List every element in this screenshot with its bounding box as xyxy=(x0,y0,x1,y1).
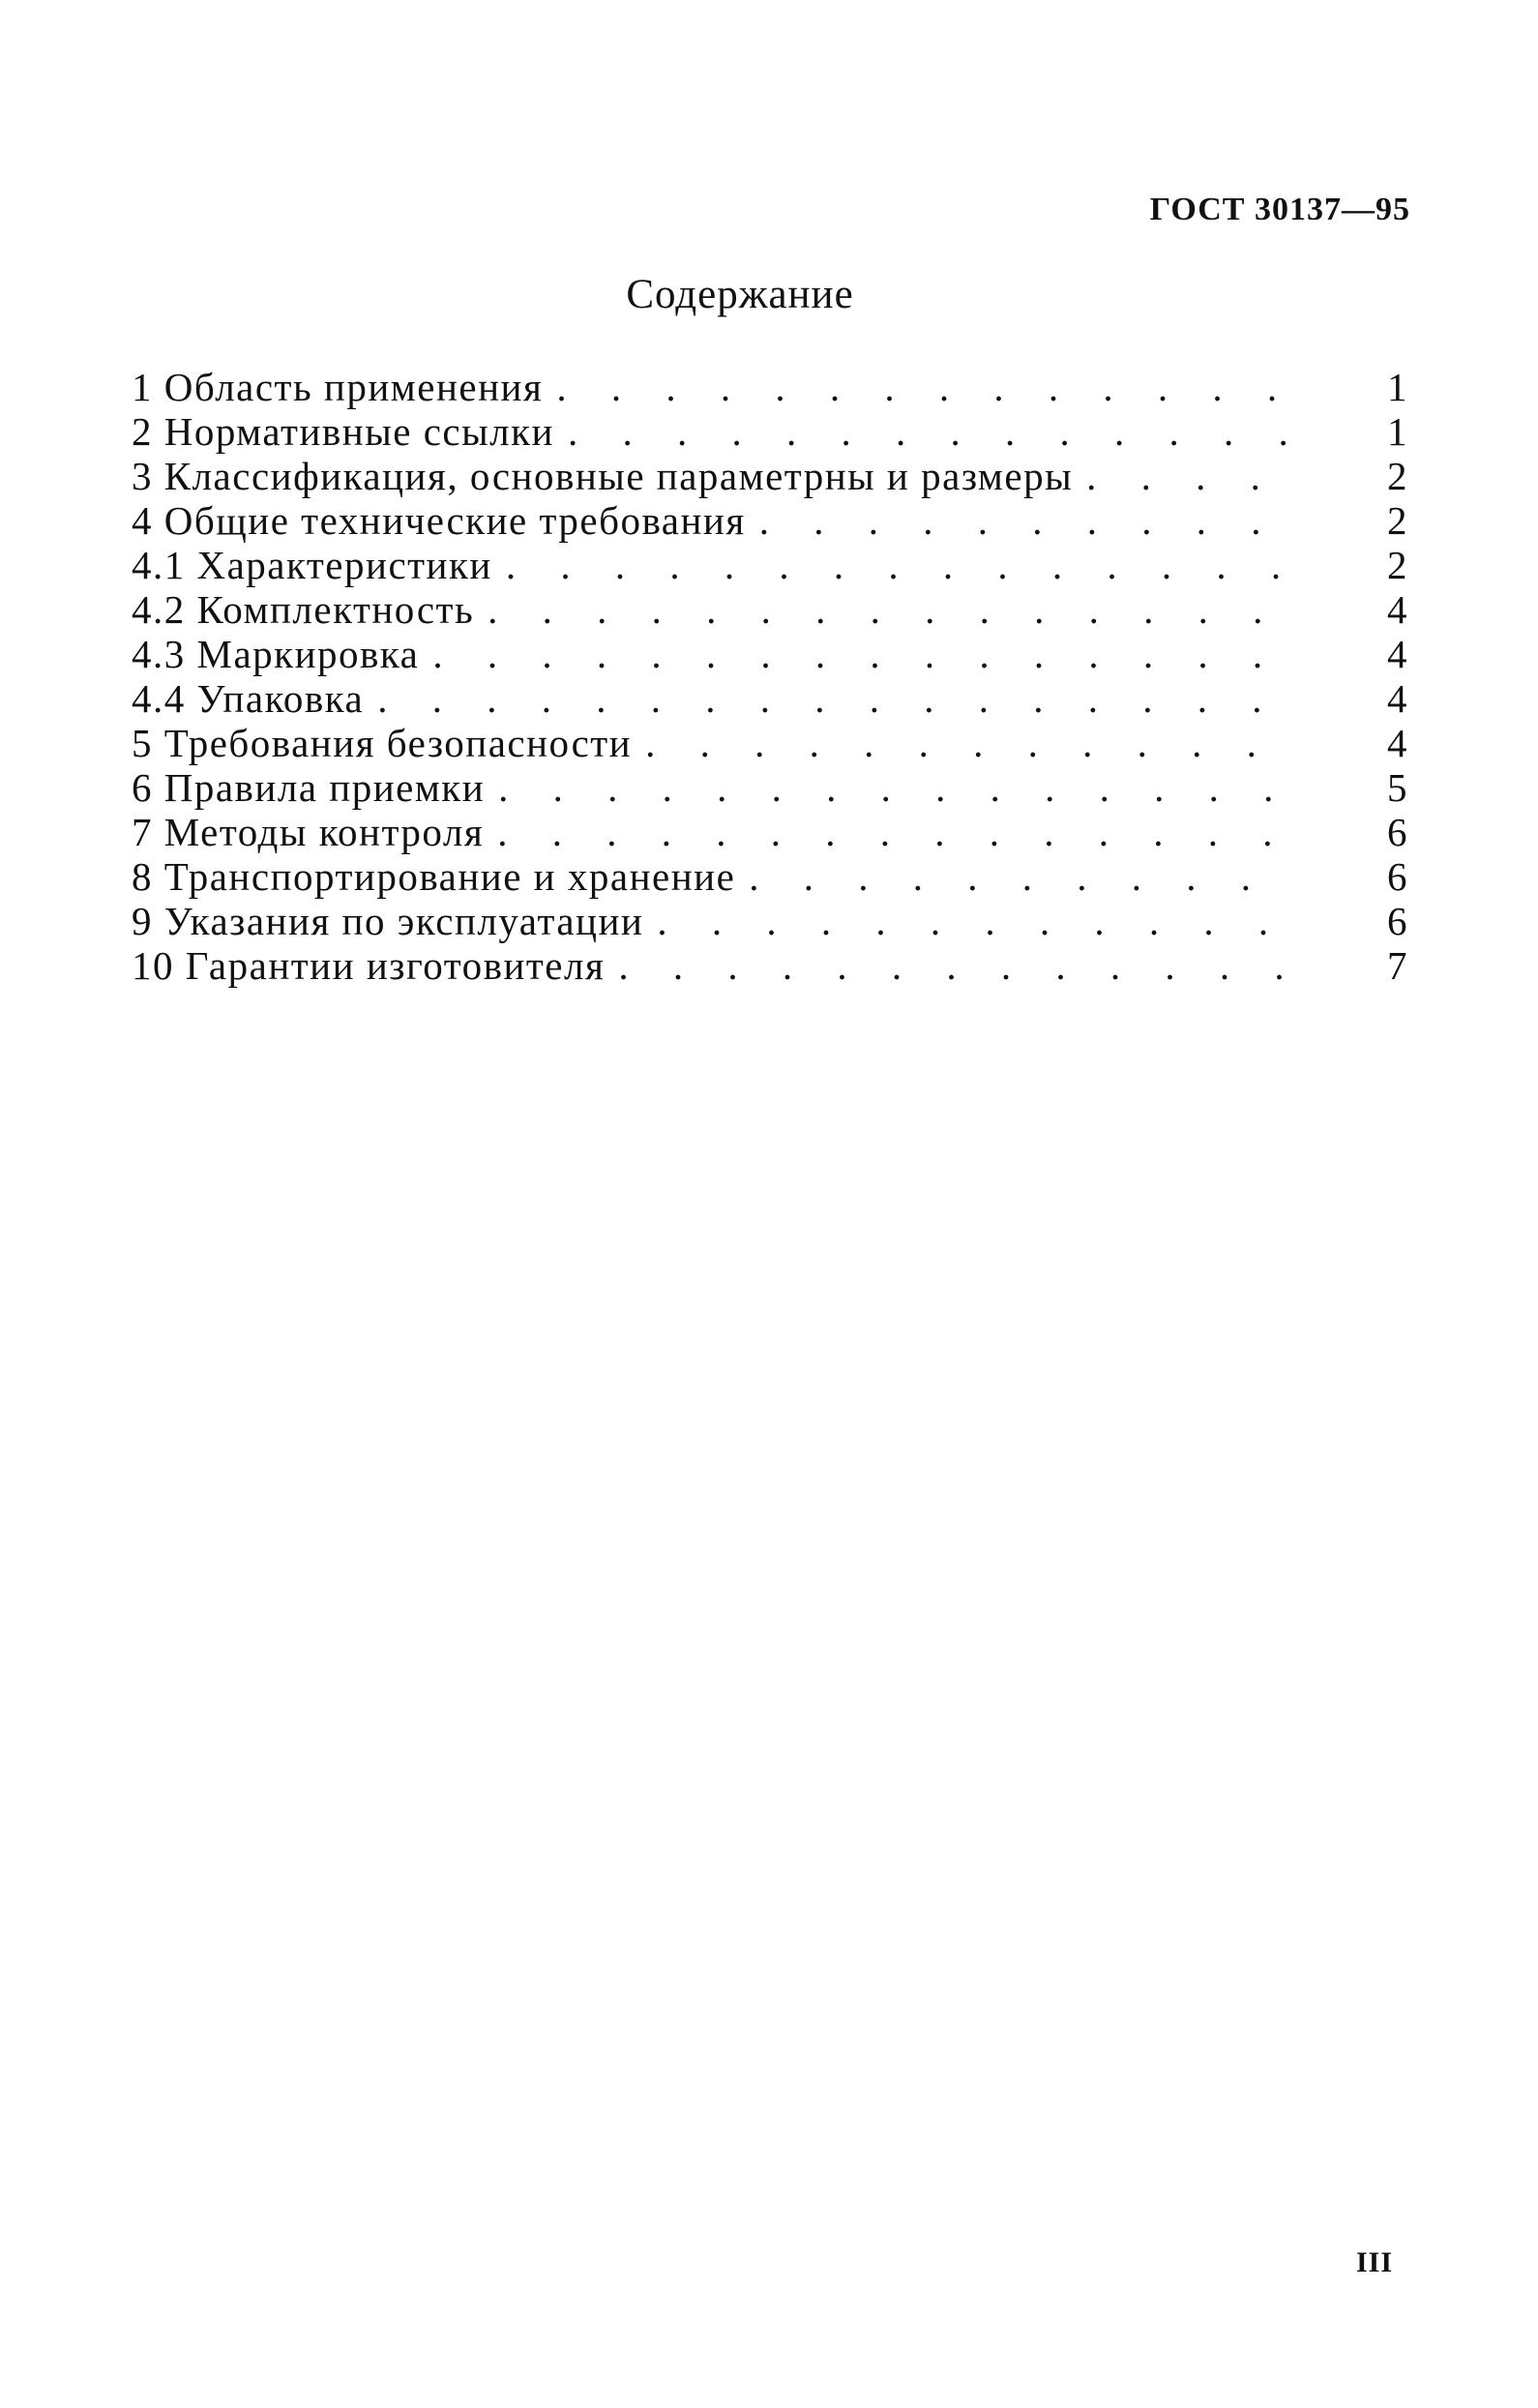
toc-entry-page: 6 xyxy=(1387,899,1408,943)
toc-dot-leader xyxy=(568,408,1292,455)
toc-dot-leader xyxy=(556,364,1292,410)
toc-entry-4-1 xyxy=(132,542,1408,586)
toc-entry-page: 4 xyxy=(1387,587,1408,632)
table-of-contents xyxy=(132,364,1408,987)
toc-entry-6 xyxy=(132,764,1408,809)
toc-entry-page: 2 xyxy=(1387,543,1408,587)
toc-entry-label: 4.2 Комплектность xyxy=(132,587,475,632)
toc-dot-leader xyxy=(432,631,1292,677)
toc-entry-label: 4.1 Характеристики xyxy=(132,543,492,587)
toc-entry-page: 6 xyxy=(1387,810,1408,854)
toc-entry-page: 6 xyxy=(1387,854,1408,899)
toc-entry-page: 5 xyxy=(1387,765,1408,810)
toc-title: Содержание xyxy=(626,272,854,317)
toc-entry-label: 4.4 Упаковка xyxy=(132,676,365,721)
toc-dot-leader xyxy=(377,675,1292,722)
toc-dot-leader xyxy=(506,542,1292,588)
document-code: ГОСТ 30137—95 xyxy=(1149,192,1410,227)
toc-entry-2 xyxy=(132,408,1408,453)
toc-entry-9 xyxy=(132,898,1408,942)
toc-entry-1 xyxy=(132,364,1408,408)
toc-entry-page: 2 xyxy=(1387,454,1408,498)
toc-entry-5 xyxy=(132,720,1408,764)
toc-entry-page: 1 xyxy=(1387,365,1408,409)
toc-dot-leader xyxy=(657,898,1292,944)
toc-entry-page: 1 xyxy=(1387,409,1408,454)
toc-entry-3 xyxy=(132,453,1408,497)
toc-entry-page: 4 xyxy=(1387,632,1408,676)
toc-entry-4-3 xyxy=(132,631,1408,675)
toc-entry-label: 1 Область применения xyxy=(132,365,544,409)
toc-dot-leader xyxy=(1086,453,1292,499)
toc-entry-label: 6 Правила приемки xyxy=(132,765,486,810)
toc-dot-leader xyxy=(749,853,1292,900)
toc-dot-leader xyxy=(645,720,1292,766)
toc-dot-leader xyxy=(498,764,1292,811)
toc-entry-page: 4 xyxy=(1387,721,1408,765)
toc-entry-10 xyxy=(132,942,1408,987)
toc-entry-7 xyxy=(132,809,1408,853)
toc-entry-label: 4.3 Маркировка xyxy=(132,632,420,676)
toc-dot-leader xyxy=(497,809,1292,855)
toc-entry-label: 2 Нормативные ссылки xyxy=(132,409,554,454)
toc-entry-page: 4 xyxy=(1387,676,1408,721)
toc-entry-8 xyxy=(132,853,1408,898)
toc-entry-4-4 xyxy=(132,675,1408,720)
toc-dot-leader xyxy=(618,942,1292,989)
toc-dot-leader xyxy=(488,586,1292,633)
toc-entry-label: 10 Гарантии изготовителя xyxy=(132,943,606,988)
toc-entry-label: 5 Требования безопасности xyxy=(132,721,633,765)
toc-entry-label: 9 Указания по эксплуатации xyxy=(132,899,644,943)
toc-entry-label: 4 Общие технические требования xyxy=(132,498,746,543)
page-number: III xyxy=(1355,2246,1393,2278)
toc-entry-label: 8 Транспортирование и хранение xyxy=(132,854,736,899)
toc-entry-page: 2 xyxy=(1387,498,1408,543)
toc-entry-4 xyxy=(132,497,1408,542)
toc-entry-page: 7 xyxy=(1387,943,1408,988)
toc-entry-label: 7 Методы контроля xyxy=(132,810,485,854)
toc-dot-leader xyxy=(759,497,1292,544)
toc-entry-label: 3 Классификация, основные параметрны и размеры xyxy=(132,454,1074,498)
toc-entry-4-2 xyxy=(132,586,1408,631)
